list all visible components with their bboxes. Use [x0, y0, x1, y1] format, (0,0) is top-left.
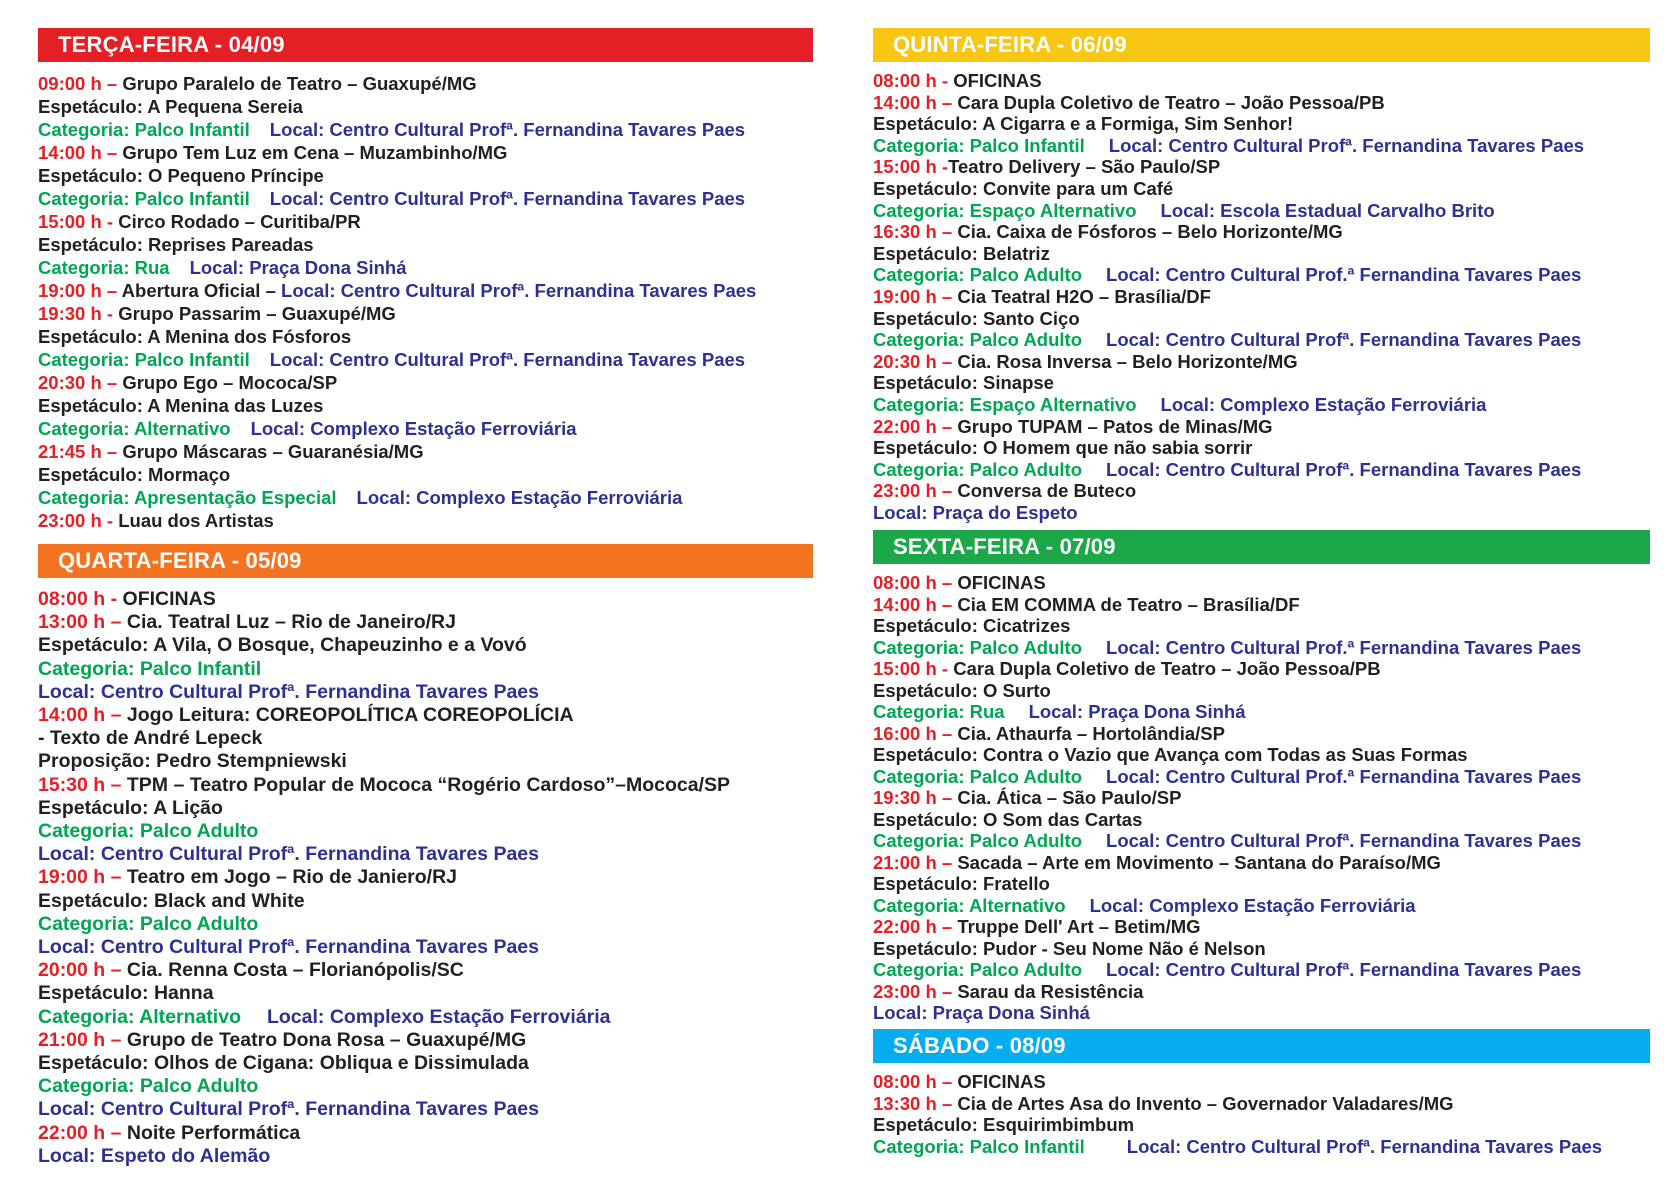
event-location: Local: Centro Cultural Profª. Fernandina Tavares Paes: [1126, 1135, 1603, 1157]
day-wednesday: [38, 544, 813, 1167]
time-separator: –: [936, 851, 958, 873]
schedule-line: [873, 572, 1650, 594]
event-text: Espetáculo: O Som das Cartas: [873, 808, 1143, 830]
time-separator: –: [105, 1121, 127, 1144]
schedule-line: [38, 658, 813, 681]
event-text: OFICINAS: [953, 70, 1042, 91]
schedule-line: [38, 913, 813, 936]
event-category: Categoria: Palco Adulto: [38, 1075, 259, 1098]
event-time: 14:00 h: [38, 704, 106, 727]
time-separator: –: [105, 773, 127, 796]
time-separator: -: [101, 211, 119, 232]
time-separator: –: [936, 350, 958, 372]
event-location: Local: Centro Cultural Profª. Fernandina Tavares Paes: [1108, 134, 1585, 156]
schedule-line: [873, 372, 1650, 394]
event-category: Categoria: Palco Adulto: [38, 820, 259, 843]
schedule-line: [38, 141, 813, 164]
time-separator: –: [936, 480, 958, 502]
event-time: 22:00 h: [873, 415, 937, 437]
event-time: 16:30 h: [873, 221, 937, 243]
event-time: 19:00 h: [873, 285, 937, 307]
day-header: SÁBADO - 08/09: [873, 1029, 1650, 1063]
schedule-line: [38, 704, 813, 727]
event-text: Espetáculo: A Menina das Luzes: [38, 395, 324, 416]
schedule-line: [873, 852, 1650, 874]
schedule-line: [38, 681, 813, 704]
event-category: Categoria: Apresentação Especial: [38, 487, 337, 508]
event-location: Local: Centro Cultural Profª. Fernandina Tavares Paes: [281, 280, 757, 301]
schedule-line: [873, 286, 1650, 308]
schedule-line: [873, 895, 1650, 917]
schedule-line: [873, 1114, 1650, 1136]
time-separator: –: [101, 280, 122, 301]
event-text: Espetáculo: O Pequeno Príncipe: [38, 165, 324, 186]
event-text: Truppe Dell' Art – Betim/MG: [957, 916, 1201, 937]
time-separator: –: [936, 722, 958, 744]
schedule-line: [38, 1122, 813, 1145]
schedule-line: [873, 1136, 1650, 1158]
event-text: Abertura Oficial –: [121, 280, 282, 301]
event-text: Espetáculo: O Homem que não sabia sorrir: [873, 437, 1253, 459]
event-text: Cia. Teatral Luz – Rio de Janeiro/RJ: [126, 611, 456, 634]
event-time: 19:30 h: [873, 787, 937, 808]
event-time: 15:00 h: [873, 658, 937, 679]
schedule-line: [873, 830, 1650, 852]
time-separator: –: [105, 611, 127, 634]
event-category: Categoria: Palco Adulto: [873, 329, 1083, 351]
schedule-line: [873, 723, 1650, 745]
event-text: Cia. Caixa de Fósforos – Belo Horizonte/MG: [957, 221, 1343, 243]
time-separator: -: [101, 510, 119, 531]
event-time: 22:00 h: [873, 916, 937, 937]
event-location: Local: Centro Cultural Prof.ª Fernandina Tavares Paes: [1106, 264, 1582, 286]
time-separator: –: [936, 787, 958, 808]
event-category: Categoria: Palco Adulto: [873, 830, 1083, 851]
event-text: Noite Performática: [126, 1121, 301, 1144]
event-time: 19:00 h: [38, 866, 106, 889]
schedule-list: [873, 70, 1650, 523]
schedule-line: [38, 325, 813, 348]
schedule-line: [38, 95, 813, 118]
event-time: 23:00 h: [38, 510, 102, 531]
schedule-list: [873, 1071, 1650, 1157]
schedule-line: [873, 135, 1650, 157]
event-time: 08:00 h: [873, 70, 937, 91]
event-text: Circo Rodado – Curitiba/PR: [118, 211, 361, 232]
schedule-line: [38, 982, 813, 1005]
event-text: Cia Teatral H2O – Brasília/DF: [957, 285, 1211, 307]
schedule-line: [38, 1145, 813, 1168]
schedule-line: [38, 486, 813, 509]
event-text: Espetáculo: A Pequena Sereia: [38, 96, 303, 117]
schedule-line: [38, 1029, 813, 1052]
event-time: 13:30 h: [873, 1092, 937, 1114]
event-location: Local: Centro Cultural Profª. Fernandina Tavares Paes: [1106, 329, 1582, 351]
schedule-line: [873, 637, 1650, 659]
event-location: Local: Complexo Estação Ferroviária: [250, 418, 577, 439]
event-text: Cara Dupla Coletivo de Teatro – João Pessoa/PB: [953, 658, 1381, 679]
schedule-line: [38, 417, 813, 440]
event-text: Espetáculo: A Cigarra e a Formiga, Sim Senhor!: [873, 113, 1294, 135]
event-text: OFICINAS: [957, 1071, 1046, 1092]
event-time: 14:00 h: [38, 142, 102, 163]
schedule-line: [38, 727, 813, 750]
schedule-line: [38, 256, 813, 279]
event-category: Categoria: Palco Infantil: [873, 134, 1085, 156]
event-location: Local: Centro Cultural Profª. Fernandina Tavares Paes: [1106, 959, 1582, 980]
schedule-line: [38, 797, 813, 820]
event-time: 14:00 h: [873, 593, 937, 615]
schedule-line: [38, 509, 813, 532]
event-text: Espetáculo: Reprises Pareadas: [38, 234, 314, 255]
schedule-line: [873, 981, 1650, 1003]
schedule-line: [38, 233, 813, 256]
event-time: 19:00 h: [38, 280, 102, 301]
event-time: 20:30 h: [873, 350, 937, 372]
schedule-line: [873, 437, 1650, 459]
schedule-line: [873, 480, 1650, 502]
event-text: Teatro Delivery – São Paulo/SP: [948, 156, 1221, 178]
schedule-line: [873, 594, 1650, 616]
event-category: Categoria: Palco Adulto: [873, 959, 1083, 980]
event-time: 21:00 h: [38, 1028, 106, 1051]
event-time: 16:00 h: [873, 722, 937, 744]
event-time: 08:00 h: [873, 572, 937, 593]
time-separator: -: [936, 70, 954, 91]
event-location: Local: Centro Cultural Profª. Fernandina Tavares Paes: [38, 680, 539, 703]
event-time: 15:00 h: [873, 156, 937, 178]
event-text: Cia. Rosa Inversa – Belo Horizonte/MG: [957, 350, 1298, 372]
event-text: Conversa de Buteco: [957, 480, 1137, 502]
schedule-line: [873, 156, 1650, 178]
schedule-line: [873, 243, 1650, 265]
time-separator: –: [936, 593, 958, 615]
time-separator: –: [101, 142, 123, 163]
schedule-line: [38, 1006, 813, 1029]
schedule-list: [873, 572, 1650, 1024]
event-text: Sacada – Arte em Movimento – Santana do Paraíso/MG: [957, 851, 1441, 873]
event-time: 09:00 h: [38, 73, 102, 94]
event-text: Espetáculo: Hanna: [38, 982, 214, 1005]
schedule-line: [873, 680, 1650, 702]
event-location: Local: Centro Cultural Profª. Fernandina Tavares Paes: [269, 188, 746, 209]
event-text: Grupo Máscaras – Guaranésia/MG: [122, 441, 424, 462]
event-location: Local: Complexo Estação Ferroviária: [356, 487, 683, 508]
event-text: OFICINAS: [957, 572, 1046, 593]
event-text: Espetáculo: Esquirimbimbum: [873, 1114, 1135, 1136]
schedule-list: [38, 72, 813, 532]
event-category: Categoria: Palco Adulto: [38, 912, 259, 935]
schedule-line: [873, 351, 1650, 373]
event-text: OFICINAS: [122, 588, 216, 610]
event-time: 22:00 h: [38, 1121, 106, 1144]
event-text: Cia. Ática – São Paulo/SP: [957, 787, 1182, 808]
event-time: 23:00 h: [873, 980, 937, 1002]
day-header: SEXTA-FEIRA - 07/09: [873, 530, 1650, 564]
schedule-line: [873, 92, 1650, 114]
schedule-line: [38, 634, 813, 657]
event-category: Categoria: Palco Adulto: [873, 458, 1083, 480]
schedule-line: [38, 440, 813, 463]
event-text: Proposição: Pedro Stempniewski: [38, 750, 347, 773]
event-text: Espetáculo: Cicatrizes: [873, 615, 1071, 636]
event-location: Local: Centro Cultural Profª. Fernandina Tavares Paes: [1106, 830, 1582, 851]
schedule-line: [873, 1093, 1650, 1115]
event-category: Categoria: Palco Infantil: [38, 657, 262, 680]
day-header: TERÇA-FEIRA - 04/09: [38, 28, 813, 62]
event-location: Local: Centro Cultural Prof.ª Fernandina Tavares Paes: [1106, 765, 1582, 787]
event-text: Espetáculo: Black and White: [38, 889, 305, 912]
event-text: Jogo Leitura: COREOPOLÍTICA COREOPOLÍCIA: [126, 704, 574, 727]
event-location: Local: Complexo Estação Ferroviária: [1160, 393, 1487, 415]
event-location: Local: Centro Cultural Prof.ª Fernandina Tavares Paes: [1106, 636, 1582, 658]
schedule-line: [38, 279, 813, 302]
time-separator: –: [105, 959, 127, 982]
event-location: Local: Centro Cultural Profª. Fernandina Tavares Paes: [1106, 458, 1582, 480]
event-text: Grupo Tem Luz em Cena – Muzambinho/MG: [122, 142, 508, 163]
event-time: 13:00 h: [38, 611, 106, 634]
event-location: Local: Espeto do Alemão: [38, 1144, 271, 1167]
event-category: Categoria: Palco Infantil: [38, 188, 250, 209]
event-text: Espetáculo: Belatriz: [873, 242, 1050, 264]
event-text: Grupo de Teatro Dona Rosa – Guaxupé/MG: [126, 1028, 527, 1051]
schedule-line: [873, 959, 1650, 981]
schedule-line: [873, 221, 1650, 243]
day-saturday: [873, 1029, 1650, 1157]
time-separator: –: [936, 980, 958, 1002]
event-category: Categoria: Palco Infantil: [873, 1135, 1085, 1157]
event-text: Espetáculo: A Lição: [38, 796, 223, 819]
event-text: Cia. Athaurfa – Hortolândia/SP: [957, 722, 1225, 744]
event-time: 20:30 h: [38, 372, 102, 393]
schedule-line: [873, 938, 1650, 960]
event-category: Categoria: Alternativo: [38, 418, 231, 439]
event-category: Categoria: Palco Adulto: [873, 636, 1083, 658]
schedule-line: [873, 329, 1650, 351]
event-category: Categoria: Espaço Alternativo: [873, 393, 1137, 415]
event-location: Local: Complexo Estação Ferroviária: [1089, 894, 1416, 916]
schedule-line: [873, 658, 1650, 680]
schedule-line: [873, 809, 1650, 831]
schedule-line: [38, 118, 813, 141]
schedule-line: [38, 164, 813, 187]
schedule-line: [873, 615, 1650, 637]
event-text: Cia de Artes Asa do Invento – Governador Valadares/MG: [957, 1092, 1454, 1114]
day-tuesday: [38, 28, 813, 531]
event-text: Grupo Passarim – Guaxupé/MG: [118, 303, 396, 324]
schedule-line: [873, 200, 1650, 222]
event-category: Categoria: Alternativo: [873, 894, 1066, 916]
event-time: 19:30 h: [38, 303, 102, 324]
schedule-line: [38, 866, 813, 889]
time-separator: –: [936, 221, 958, 243]
schedule-line: [873, 766, 1650, 788]
schedule-line: [38, 371, 813, 394]
schedule-line: [873, 416, 1650, 438]
event-category: Categoria: Alternativo: [38, 1005, 241, 1028]
event-text: Espetáculo: A Menina dos Fósforos: [38, 326, 352, 347]
time-separator: –: [936, 415, 958, 437]
schedule-line: [38, 1075, 813, 1098]
event-location: Local: Praça Dona Sinhá: [1028, 701, 1246, 722]
schedule-line: [38, 394, 813, 417]
schedule-line: [873, 502, 1650, 524]
event-category: Categoria: Rua: [38, 257, 170, 278]
schedule-line: [873, 701, 1650, 723]
event-category: Categoria: Espaço Alternativo: [873, 199, 1137, 221]
schedule-line: [38, 936, 813, 959]
time-separator: -: [105, 588, 123, 610]
schedule-line: [38, 843, 813, 866]
event-text: Grupo TUPAM – Patos de Minas/MG: [957, 415, 1273, 437]
schedule-line: [38, 774, 813, 797]
event-location: Local: Centro Cultural Profª. Fernandina Tavares Paes: [269, 119, 746, 140]
event-category: Categoria: Rua: [873, 701, 1005, 722]
day-thursday: [873, 28, 1650, 523]
schedule-line: [38, 890, 813, 913]
event-time: 21:45 h: [38, 441, 102, 462]
schedule-line: [873, 113, 1650, 135]
schedule-line: [873, 459, 1650, 481]
event-location: Local: Praça Dona Sinhá: [873, 1002, 1090, 1023]
schedule-line: [38, 302, 813, 325]
event-text: Espetáculo: A Vila, O Bosque, Chapeuzinho e a Vovó: [38, 634, 527, 657]
time-separator: –: [936, 572, 958, 593]
time-separator: –: [101, 441, 123, 462]
schedule-line: [873, 394, 1650, 416]
event-text: Cia. Renna Costa – Florianópolis/SC: [126, 959, 464, 982]
schedule-line: [38, 463, 813, 486]
event-category: Categoria: Palco Infantil: [38, 349, 250, 370]
event-time: 15:00 h: [38, 211, 102, 232]
time-separator: –: [105, 704, 127, 727]
event-category: Categoria: Palco Infantil: [38, 119, 250, 140]
event-category: Categoria: Palco Adulto: [873, 765, 1083, 787]
schedule-line: [38, 750, 813, 773]
event-location: Local: Centro Cultural Profª. Fernandina Tavares Paes: [38, 936, 539, 959]
event-text: Espetáculo: Contra o Vazio que Avança com Todas as Suas Formas: [873, 744, 1468, 765]
schedule-line: [38, 1098, 813, 1121]
event-text: Espetáculo: O Surto: [873, 679, 1051, 701]
event-text: - Texto de André Lepeck: [38, 727, 263, 750]
event-location: Local: Centro Cultural Profª. Fernandina Tavares Paes: [269, 349, 746, 370]
schedule-line: [38, 959, 813, 982]
event-text: Grupo Paralelo de Teatro – Guaxupé/MG: [122, 73, 477, 94]
schedule-line: [873, 1071, 1650, 1093]
time-separator: –: [936, 91, 958, 113]
schedule-line: [873, 70, 1650, 92]
event-text: Teatro em Jogo – Rio de Janiero/RJ: [126, 866, 458, 889]
schedule-line: [38, 348, 813, 371]
event-text: Espetáculo: Convite para um Café: [873, 177, 1174, 199]
time-separator: –: [101, 73, 123, 94]
event-category: Categoria: Palco Adulto: [873, 264, 1083, 286]
schedule-line: [873, 787, 1650, 809]
event-text: Espetáculo: Santo Ciço: [873, 307, 1080, 329]
event-text: Espetáculo: Sinapse: [873, 372, 1054, 394]
time-separator: –: [936, 1092, 958, 1114]
schedule-line: [38, 187, 813, 210]
event-text: Sarau da Resistência: [957, 980, 1144, 1002]
schedule-line: [873, 264, 1650, 286]
schedule-line: [38, 210, 813, 233]
schedule-line: [873, 873, 1650, 895]
event-time: 23:00 h: [873, 480, 937, 502]
schedule-line: [873, 1002, 1650, 1024]
event-text: Luau dos Artistas: [118, 510, 274, 531]
event-location: Local: Centro Cultural Profª. Fernandina Tavares Paes: [38, 843, 539, 866]
event-location: Local: Praça do Espeto: [873, 501, 1078, 523]
event-text: TPM – Teatro Popular de Mococa “Rogério Cardoso”–Mococa/SP: [126, 773, 731, 796]
schedule-line: [38, 611, 813, 634]
event-time: 08:00 h: [873, 1071, 937, 1092]
schedule-line: [38, 588, 813, 611]
time-separator: -: [936, 156, 949, 178]
event-text: Grupo Ego – Mococa/SP: [122, 372, 338, 393]
event-text: Espetáculo: Pudor - Seu Nome Não é Nelson: [873, 937, 1266, 959]
time-separator: –: [936, 285, 958, 307]
day-friday: [873, 530, 1650, 1023]
time-separator: -: [101, 303, 119, 324]
schedule-line: [38, 1052, 813, 1075]
time-separator: –: [936, 1071, 958, 1092]
schedule-line: [873, 916, 1650, 938]
schedule-line: [873, 308, 1650, 330]
event-text: Espetáculo: Olhos de Cigana: Obliqua e Dissimulada: [38, 1052, 529, 1075]
day-header: QUINTA-FEIRA - 06/09: [873, 28, 1650, 62]
schedule-line: [38, 820, 813, 843]
event-time: 15:30 h: [38, 773, 106, 796]
schedule-line: [873, 744, 1650, 766]
event-location: Local: Complexo Estação Ferroviária: [266, 1005, 611, 1028]
event-location: Local: Centro Cultural Profª. Fernandina Tavares Paes: [38, 1098, 539, 1121]
time-separator: –: [101, 372, 123, 393]
event-text: Espetáculo: Mormaço: [38, 464, 231, 485]
event-text: Espetáculo: Fratello: [873, 873, 1050, 894]
schedule-line: [38, 72, 813, 95]
event-location: Local: Escola Estadual Carvalho Brito: [1160, 199, 1495, 221]
time-separator: -: [936, 658, 954, 679]
schedule-line: [873, 178, 1650, 200]
time-separator: –: [105, 866, 127, 889]
event-time: 08:00 h: [38, 588, 106, 610]
time-separator: –: [936, 916, 958, 937]
event-text: Cia EM COMMA de Teatro – Brasília/DF: [957, 593, 1300, 615]
day-header: QUARTA-FEIRA - 05/09: [38, 544, 813, 578]
event-text: Cara Dupla Coletivo de Teatro – João Pessoa/PB: [957, 91, 1385, 113]
event-time: 20:00 h: [38, 959, 106, 982]
schedule-list: [38, 588, 813, 1168]
event-time: 21:00 h: [873, 851, 937, 873]
event-location: Local: Praça Dona Sinhá: [189, 257, 407, 278]
time-separator: –: [105, 1028, 127, 1051]
event-time: 14:00 h: [873, 91, 937, 113]
